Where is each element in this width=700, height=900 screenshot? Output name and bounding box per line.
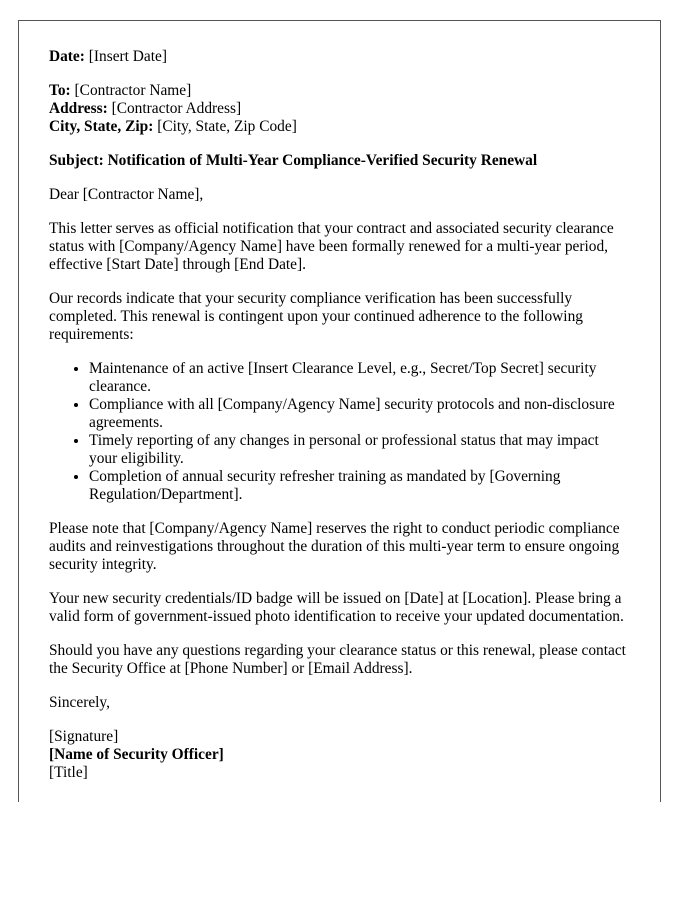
recipient-block (49, 82, 630, 136)
address-label: Address: (49, 100, 108, 117)
paragraph-audit-notice: Please note that [Company/Agency Name] reserves the right to conduct periodic compliance audits and reinvestigations throughout the duration of this multi-year term to ensure ongoing security integrity. (49, 520, 620, 573)
date-label: Date: (49, 48, 85, 65)
city-state-zip-label: City, State, Zip: (49, 118, 154, 135)
signature-block (49, 728, 630, 782)
subject-line: Subject: Notification of Multi-Year Compliance-Verified Security Renewal (49, 152, 538, 169)
salutation: Dear [Contractor Name], (49, 186, 204, 203)
paragraph-compliance-verification: Our records indicate that your security compliance verification has been successfully completed. This renewal is contingent upon your continued adherence to the following requirements: (49, 290, 583, 343)
list-item: • Timely reporting of any changes in personal or professional status that may impact your eligibility. (89, 432, 630, 468)
date-value: [Insert Date] (88, 48, 167, 65)
requirements-list (49, 360, 630, 504)
paragraph-credentials: Your new security credentials/ID badge will be issued on [Date] at [Location]. Please bring a valid form of government-issued photo identification to receive your updated documentation. (49, 590, 624, 625)
list-item: • Compliance with all [Company/Agency Name] security protocols and non-disclosure agreements. (89, 396, 630, 432)
list-item: • Maintenance of an active [Insert Clearance Level, e.g., Secret/Top Secret] security clearance. (89, 360, 630, 396)
officer-name: [Name of Security Officer] (49, 746, 224, 763)
signature-placeholder: [Signature] (49, 728, 119, 745)
paragraph-renewal-notice: This letter serves as official notification that your contract and associated security clearance status with [Company/Agency Name] have been formally renewed for a multi-year period, effective [Start Date] through [End Date]. (49, 220, 614, 273)
date-line (49, 48, 630, 66)
closing: Sincerely, (49, 694, 110, 711)
letter-document (18, 20, 661, 802)
officer-title: [Title] (49, 764, 88, 781)
to-label: To: (49, 82, 71, 99)
paragraph-contact: Should you have any questions regarding your clearance status or this renewal, please contact the Security Office at [Phone Number] or [Email Address]. (49, 642, 626, 677)
to-value: [Contractor Name] (74, 82, 192, 99)
list-item: • Completion of annual security refresher training as mandated by [Governing Regulation/Department]. (89, 468, 630, 504)
city-state-zip-value: [City, State, Zip Code] (157, 118, 297, 135)
address-value: [Contractor Address] (111, 100, 242, 117)
